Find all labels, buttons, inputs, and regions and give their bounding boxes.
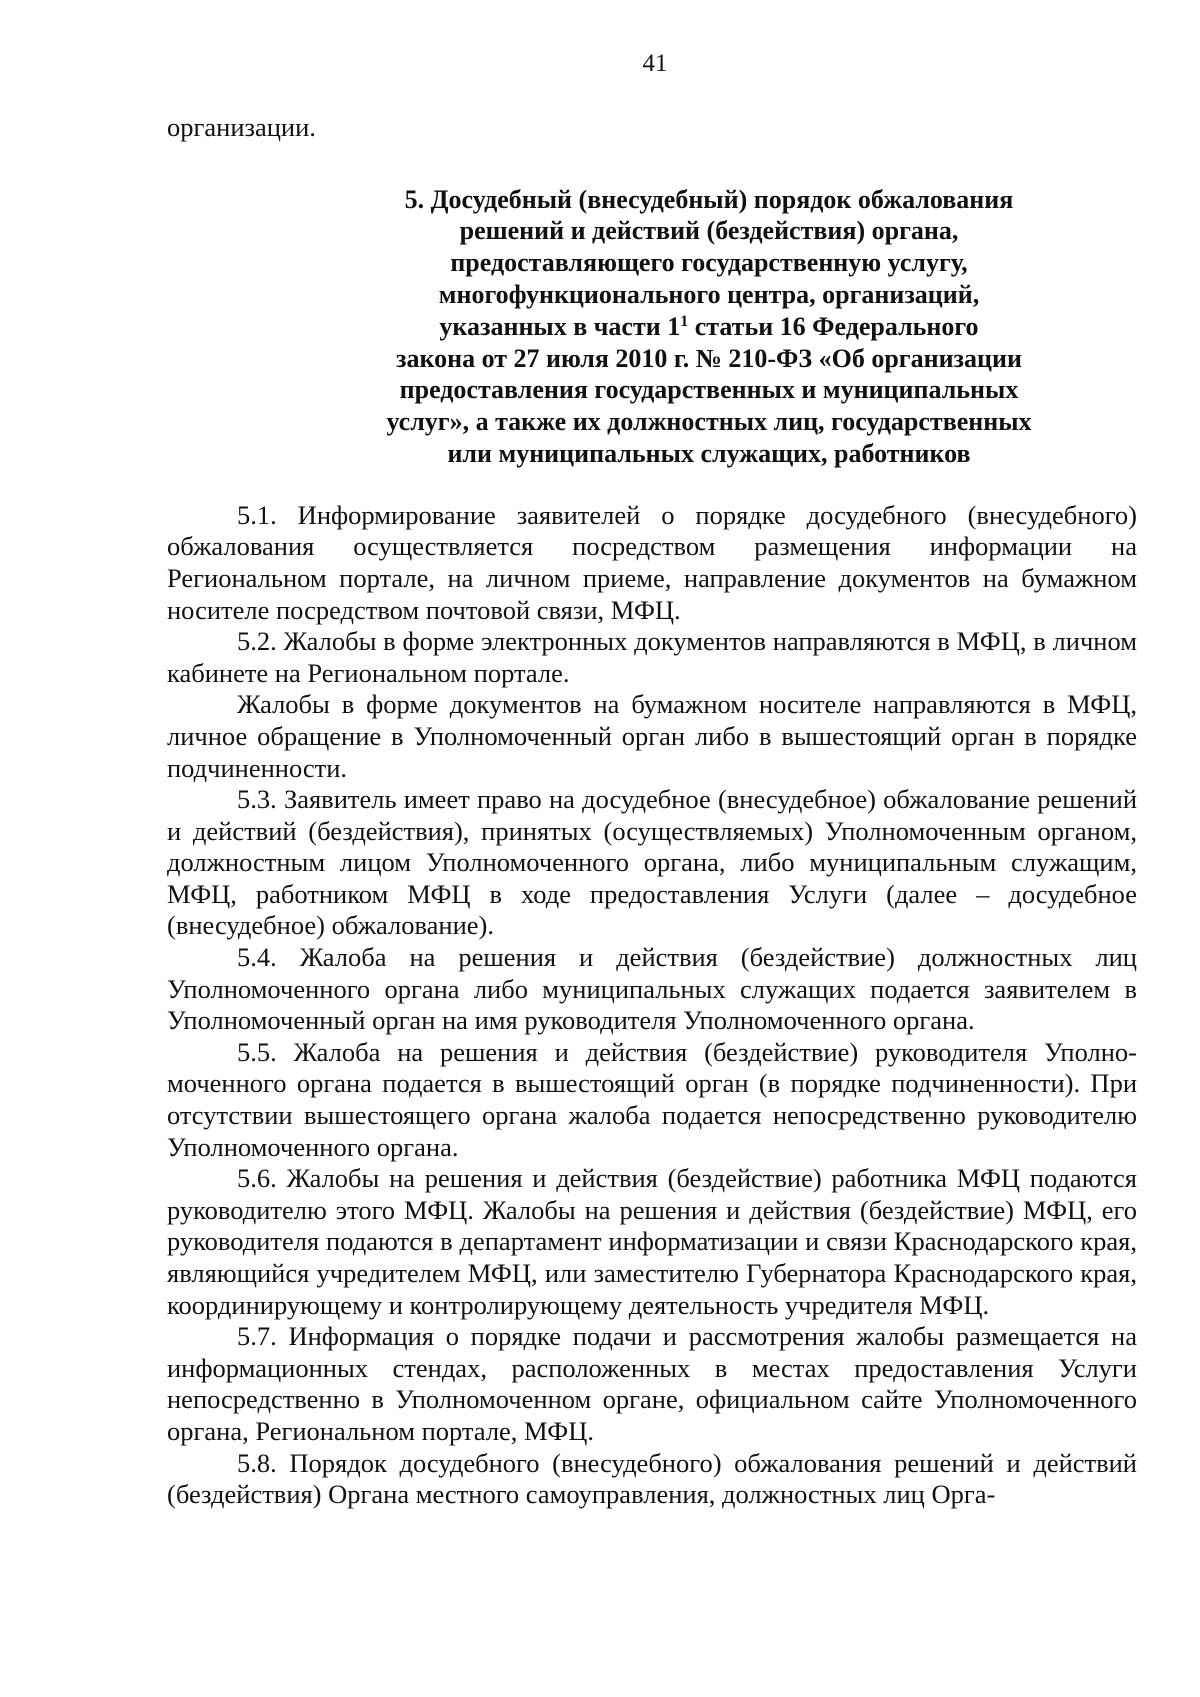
heading-line-3: предоставляющего государственную услугу, (450, 248, 968, 278)
heading-line-5-start: указанных в части 1 (439, 311, 681, 341)
heading-line-6: закона от 27 июля 2010 г. № 210-ФЗ «Об организации (396, 343, 1022, 373)
paragraph-5-5: 5.5. Жалоба на решения и действия (бездействие) руководителя Уполномоченного органа подается в вышестоящий орган (в порядке подчиненности). При отсутствии вышестоящего органа жалоба подается непосредственно руководителю Уполномоченного органа. (167, 1036, 1137, 1162)
section-heading (167, 184, 1139, 470)
paragraph-5-2: 5.2. Жалобы в форме электронных документов направляются в МФЦ, в личном кабинете на Региональном портале. (167, 626, 1137, 688)
heading-line-4: многофункционального центра, организаций, (438, 279, 980, 309)
heading-line-2: решений и действий (бездействия) органа, (459, 216, 959, 246)
paragraph-5-4: 5.4. Жалоба на решения и действия (бездействие) должностных лиц Уполномоченного органа либо муниципальных служащих подается заявителем в Уполномоченный орган на имя руководителя Уполномоченного органа. (167, 942, 1137, 1036)
heading-line-5-end: статьи 16 Федерального (688, 311, 979, 341)
paragraph-5-8: 5.8. Порядок досудебного (внесудебного) обжалования решений и действий (бездействия) Органа местного самоуправления, должностных лиц Орга- (167, 1447, 1137, 1510)
heading-line-1: 5. Досудебный (внесудебный) порядок обжалования (404, 184, 1014, 214)
heading-superscript: 1 (680, 312, 689, 330)
heading-line-9: или муниципальных служащих, работников (447, 438, 971, 468)
heading-line-8: услуг», а также их должностных лиц, государственных (386, 407, 1032, 437)
paragraph-5-2-continued: Жалобы в форме документов на бумажном носителе направляются в МФЦ, личное обращение в Уполномоченный орган либо в вышестоящий орган в порядке подчиненности. (167, 689, 1137, 783)
paragraph-5-1: 5.1. Информирование заявителей о порядке досудебного (внесудебного) обжалования осуществляется посредством размещения информации на Региональном портале, на личном приеме, направление документов на бумажном носителе посредством почтовой связи, МФЦ. (167, 499, 1137, 625)
paragraph-5-6: 5.6. Жалобы на решения и действия (бездействие) работника МФЦ подаются руководителю этого МФЦ. Жалобы на решения и действия (бездействие) МФЦ, его руководителя подаются в департамент информатизации и связи Краснодарского края, являющийся учредителем МФЦ, или заместителю Губернатора Краснодарского края, координирующему и контролирующему деятельность учредителя МФЦ. (167, 1163, 1137, 1320)
page-number: 41 (642, 50, 668, 77)
heading-line-5 (279, 311, 1139, 343)
document-body (167, 112, 1137, 1511)
lead-text: организации. (167, 112, 316, 142)
paragraph-5-7: 5.7. Информация о порядке подачи и рассмотрения жалобы размещается на информационных стендах, расположенных в местах предоставления Услуги непосредственно в Уполномоченном органе, официальном сайте Уполномоченного органа, Региональном портале, МФЦ. (167, 1321, 1137, 1446)
heading-line-7: предоставления государственных и муниципальных (399, 375, 1019, 405)
paragraph-5-3: 5.3. Заявитель имеет право на досудебное (внесудебное) обжалование решений и действий (бездействия), принятых (осуществляемых) Уполномоченным органом, должностным лицом Уполномоченного органа, либо муниципальным служащим, МФЦ, работником МФЦ в ходе предоставления Услуги (далее – досудебное (внесудебное) обжалование). (167, 784, 1137, 941)
